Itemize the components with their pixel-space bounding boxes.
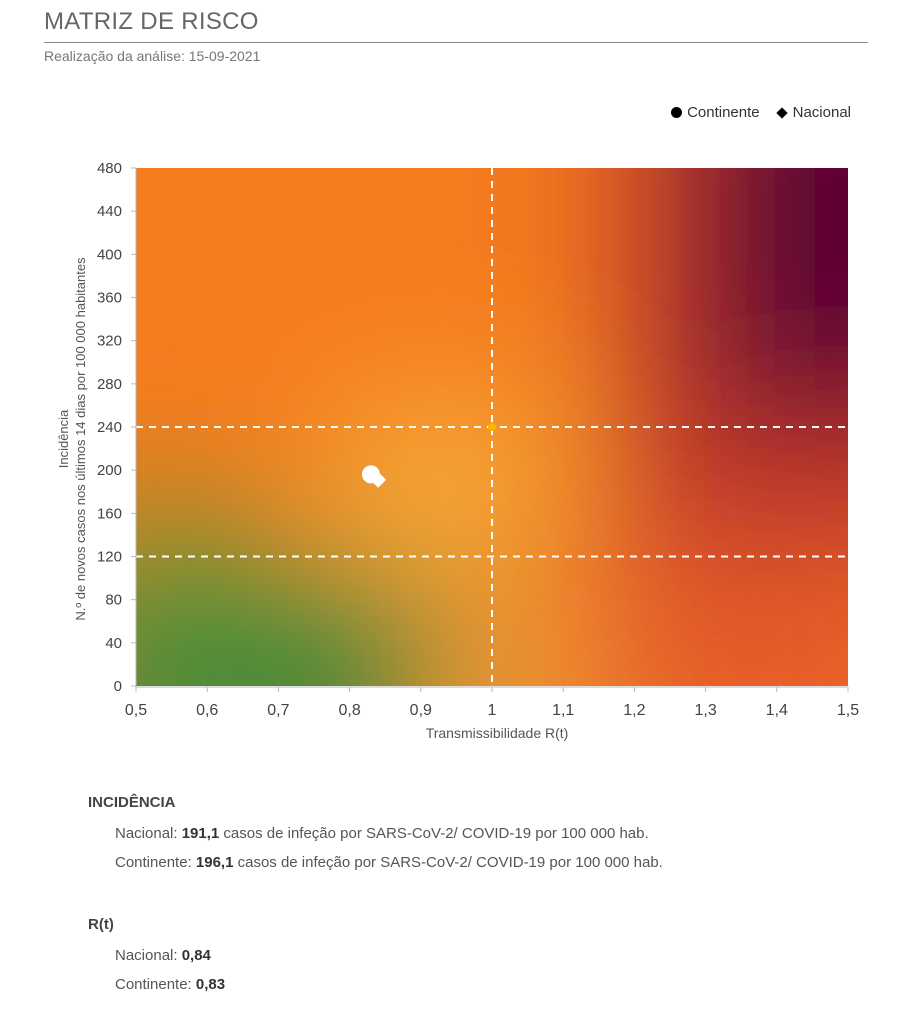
- x-tick-label: 0,7: [267, 702, 290, 719]
- incidencia-nacional-text: casos de infeção por SARS-CoV-2/ COVID-19 por 100 000 hab.: [219, 825, 649, 842]
- y-tick-label: 80: [105, 591, 122, 609]
- x-tick-label: 1,1: [552, 702, 575, 719]
- y-tick-label: 440: [96, 203, 122, 221]
- threshold-intersection-point: [488, 423, 496, 431]
- rt-continente-label: Continente:: [115, 976, 196, 993]
- x-tick-label: 1,5: [836, 702, 860, 719]
- y-tick-label: 280: [96, 375, 122, 393]
- analysis-date: Realização da análise: 15-09-2021: [44, 48, 261, 64]
- x-tick-label: 1,4: [765, 702, 788, 719]
- x-tick-label: 0,5: [124, 702, 148, 719]
- y-tick-label: 200: [96, 462, 122, 480]
- rt-nacional: [115, 947, 225, 964]
- legend-item-continente: [671, 104, 760, 121]
- incidencia-nacional: [115, 825, 663, 842]
- y-tick-label: 360: [96, 289, 122, 307]
- risk-gradient-background: [65, 150, 911, 760]
- circle-marker-icon: [671, 107, 682, 118]
- y-tick-label: 400: [96, 246, 122, 264]
- gradient-darkred-zone: [706, 150, 911, 416]
- y-tick-label: 480: [96, 160, 122, 177]
- x-tick-label: 1,3: [694, 702, 717, 719]
- x-tick-label: 0,8: [338, 702, 361, 719]
- diamond-marker-icon: [776, 107, 787, 118]
- rt-section: [88, 916, 225, 1005]
- risk-matrix-chart: [0, 150, 911, 760]
- incidencia-nacional-label: Nacional:: [115, 825, 182, 842]
- incidencia-section: [88, 794, 663, 883]
- rt-nacional-label: Nacional:: [115, 947, 182, 964]
- y-tick-label: 160: [96, 505, 122, 523]
- legend-label-continente: Continente: [687, 104, 760, 121]
- rt-continente-value: 0,83: [195, 976, 226, 993]
- y-axis-title: Incidência: [56, 409, 71, 469]
- incidencia-heading: INCIDÊNCIA: [88, 794, 176, 811]
- incidencia-continente-text: casos de infeção por SARS-CoV-2/ COVID-19 por 100 000 hab.: [233, 854, 663, 871]
- y-tick-label: 0: [113, 678, 122, 695]
- x-tick-label: 0,9: [409, 702, 432, 719]
- x-tick-label: 0,6: [196, 702, 219, 719]
- rt-heading: R(t): [88, 916, 114, 933]
- chart-legend: [671, 104, 851, 121]
- legend-item-nacional: [776, 104, 851, 121]
- legend-label-nacional: Nacional: [792, 104, 851, 121]
- incidencia-continente-label: Continente:: [115, 854, 196, 871]
- y-tick-label: 40: [105, 634, 122, 652]
- incidencia-nacional-value: 191,1: [181, 825, 220, 842]
- gradient-yellow-zone: [335, 405, 549, 567]
- y-tick-label: 320: [96, 332, 122, 350]
- y-tick-label: 240: [96, 419, 122, 436]
- x-tick-label: 1,2: [623, 702, 646, 719]
- incidencia-continente: [115, 854, 663, 871]
- x-tick-label: 1: [487, 702, 497, 719]
- incidencia-continente-value: 196,1: [195, 854, 234, 871]
- rt-nacional-value: 0,84: [181, 947, 211, 964]
- y-axis-subtitle: N.º de novos casos nos últimos 14 dias por 100 000 habitantes: [73, 257, 88, 621]
- page-title: MATRIZ DE RISCO: [44, 8, 868, 43]
- rt-continente: [115, 976, 225, 993]
- x-axis-title: Transmissibilidade R(t): [425, 725, 569, 741]
- page-header: [44, 8, 868, 64]
- y-tick-label: 120: [96, 548, 122, 566]
- gradient-lower-right-zone: [528, 567, 911, 760]
